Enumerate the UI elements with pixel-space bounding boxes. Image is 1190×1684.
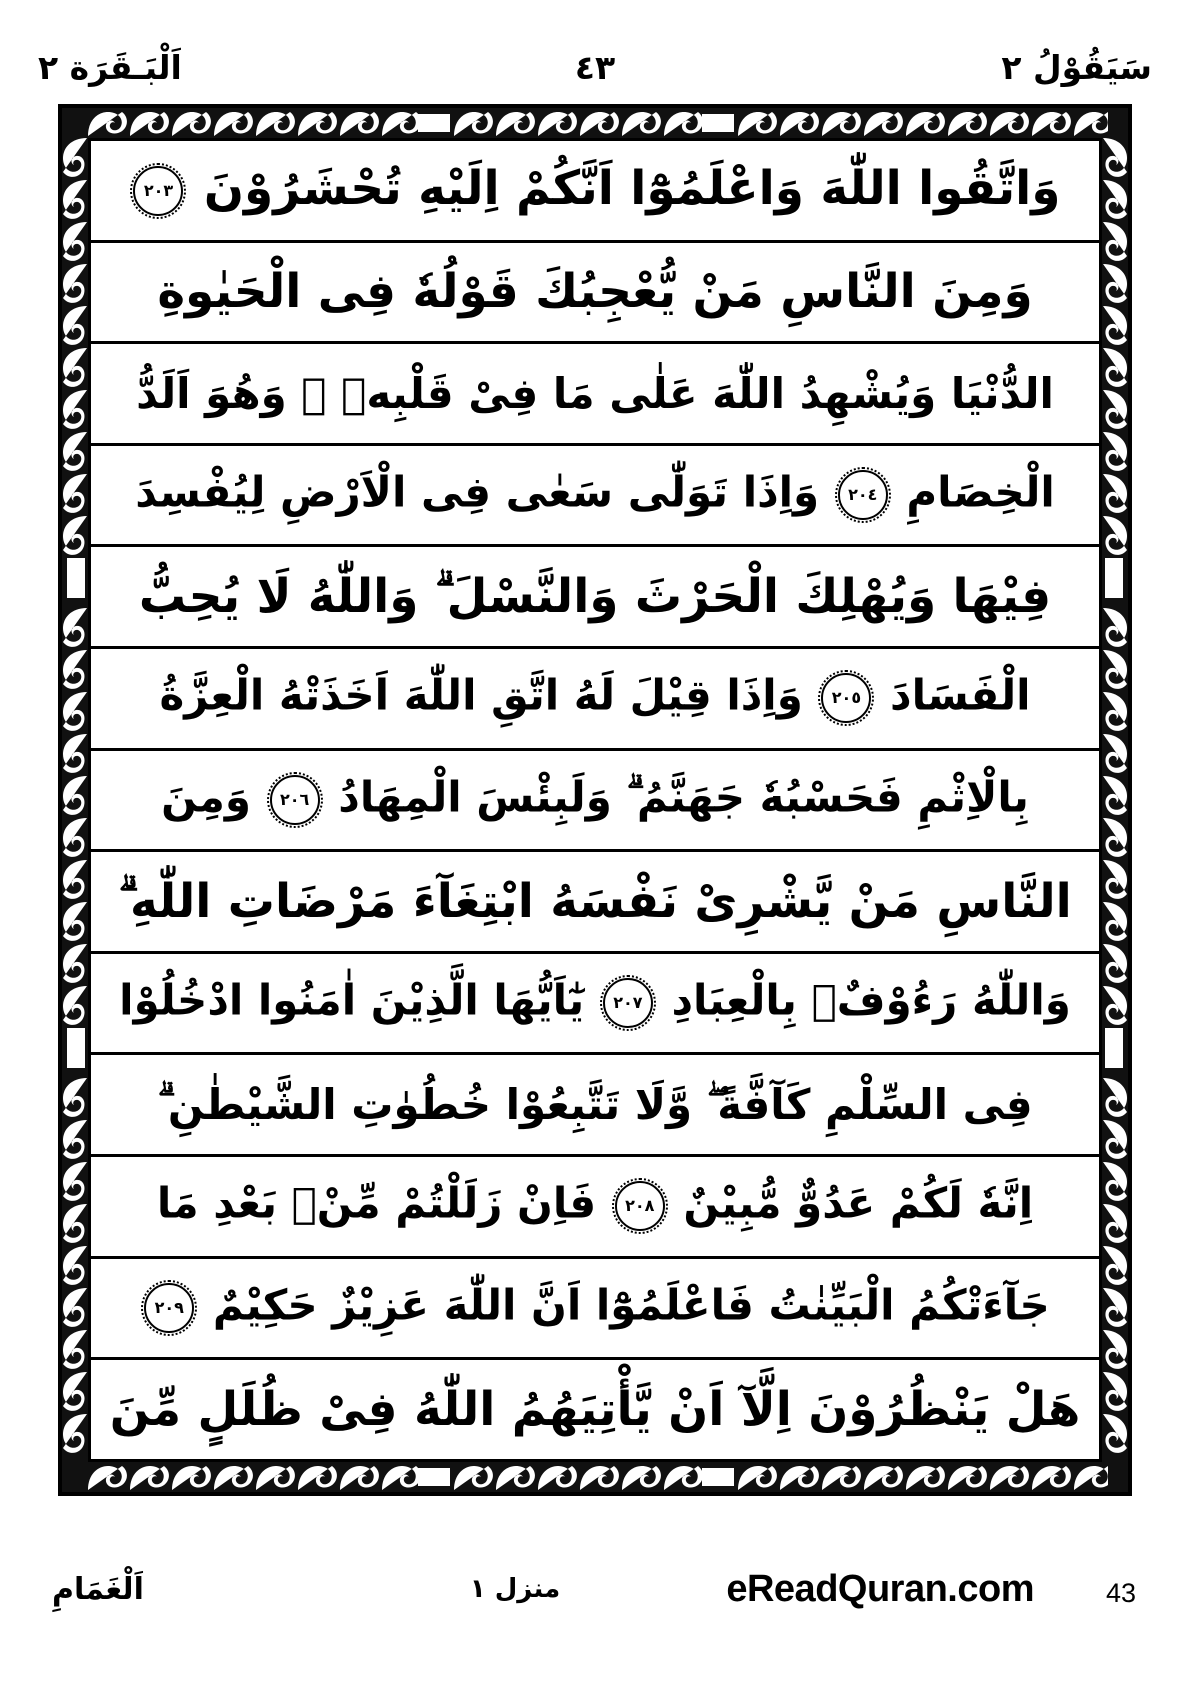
ayah-number-rosette: ٢٠٣ — [133, 166, 183, 216]
quran-text-frame — [58, 104, 1132, 1496]
scroll-ornament-bottom-icon — [88, 1464, 1108, 1490]
quran-line-text: فِيْهَا وَيُهْلِكَ الْحَرْثَ وَالنَّسْلَ ۗ وَاللّٰهُ لَا يُحِبُّ — [138, 569, 1052, 625]
quran-line — [91, 1157, 1099, 1259]
quran-line — [91, 446, 1099, 548]
quran-line-text: الْفَسَادَ ٢٠٥ وَاِذَا قِيْلَ لَهُ اتَّقِ اللّٰهَ اَخَذَتْهُ الْعِزَّةُ — [159, 673, 1030, 723]
surah-label: اَلْبَـقَرَة ٢ — [38, 47, 182, 87]
quran-line-text: الْخِصَامِ ٢٠٤ وَاِذَا تَوَلّٰى سَعٰى فِى الْاَرْضِ لِيُفْسِدَ — [135, 470, 1055, 520]
quran-line-text: وَمِنَ النَّاسِ مَنْ يُّعْجِبُكَ قَوْلُهٗ فِى الْحَيٰوةِ — [157, 264, 1033, 320]
quran-line — [91, 1055, 1099, 1157]
juz-label: سَيَقُوْلُ ٢ — [1001, 47, 1152, 87]
scroll-ornament-left-icon — [63, 138, 87, 1470]
page-number-arabic: ٤٣ — [574, 47, 616, 87]
footer-site-label[interactable]: eReadQuran.com — [726, 1568, 1034, 1610]
ayah-number-rosette: ٢٠٧ — [603, 978, 653, 1028]
quran-line-text: جَآءَتْكُمُ الْبَيِّنٰتُ فَاعْلَمُوْٓا اَنَّ اللّٰهَ عَزِيْزٌ حَكِيْمٌ ٢٠٩ — [140, 1283, 1050, 1333]
quran-line — [91, 1259, 1099, 1361]
quran-line — [91, 649, 1099, 751]
ayah-number-rosette: ٢٠٩ — [144, 1283, 194, 1333]
quran-lines-container — [91, 141, 1099, 1459]
footer-page-number: 43 — [1105, 1578, 1136, 1608]
quran-line-text: فِى السِّلْمِ كَآفَّةً ۖ وَّلَا تَتَّبِعُوْا خُطُوٰتِ الشَّيْطٰنِ ۗ — [157, 1079, 1033, 1129]
footer-manzil-label: منزل ١ — [469, 1574, 561, 1604]
quran-line — [91, 141, 1099, 243]
ayah-number-rosette: ٢٠٨ — [615, 1181, 665, 1231]
quran-line — [91, 243, 1099, 345]
quran-line — [91, 751, 1099, 853]
quran-line-text: وَاللّٰهُ رَءُوْفٌۢ بِالْعِبَادِ ٢٠٧ يٰٓاَيُّهَا الَّذِيْنَ اٰمَنُوا ادْخُلُوْا — [119, 978, 1071, 1028]
quran-line — [91, 1360, 1099, 1459]
quran-line-text: وَاتَّقُوا اللّٰهَ وَاعْلَمُوْٓا اَنَّكُمْ اِلَيْهِ تُحْشَرُوْنَ ٢٠٣ — [129, 165, 1060, 217]
scroll-ornament-right-icon — [1103, 138, 1127, 1470]
ayah-number-rosette: ٢٠٦ — [270, 775, 320, 825]
quran-line — [91, 852, 1099, 954]
quran-line — [91, 344, 1099, 446]
ayah-number-rosette: ٢٠٤ — [838, 470, 888, 520]
footer-juz-part-label: اَلْغَمَامِ — [52, 1572, 144, 1607]
quran-line — [91, 547, 1099, 649]
quran-line-text: النَّاسِ مَنْ يَّشْرِىْ نَفْسَهُ ابْتِغَآءَ مَرْضَاتِ اللّٰهِ ۗ — [118, 874, 1072, 930]
page-header — [38, 34, 1152, 100]
ayah-number-rosette: ٢٠٥ — [821, 673, 871, 723]
quran-line-text: الدُّنْيَا وَيُشْهِدُ اللّٰهَ عَلٰى مَا فِىْ قَلْبِهٖ ۙ وَهُوَ اَلَدُّ — [136, 368, 1054, 418]
quran-line-text: هَلْ يَنْظُرُوْنَ اِلَّآ اَنْ يَّأْتِيَهُمُ اللّٰهُ فِىْ ظُلَلٍ مِّنَ — [109, 1382, 1081, 1438]
page-footer — [38, 1560, 1152, 1630]
scroll-ornament-top-icon — [88, 110, 1108, 136]
quran-line-text: بِالْاِثْمِ فَحَسْبُهٗ جَهَنَّمُ ۗ وَلَبِئْسَ الْمِهَادُ ٢٠٦ وَمِنَ — [161, 775, 1029, 825]
quran-line-text: اِنَّهٗ لَكُمْ عَدُوٌّ مُّبِيْنٌ ٢٠٨ فَاِنْ زَلَلْتُمْ مِّنْۢ بَعْدِ مَا — [157, 1181, 1033, 1231]
quran-line — [91, 954, 1099, 1056]
